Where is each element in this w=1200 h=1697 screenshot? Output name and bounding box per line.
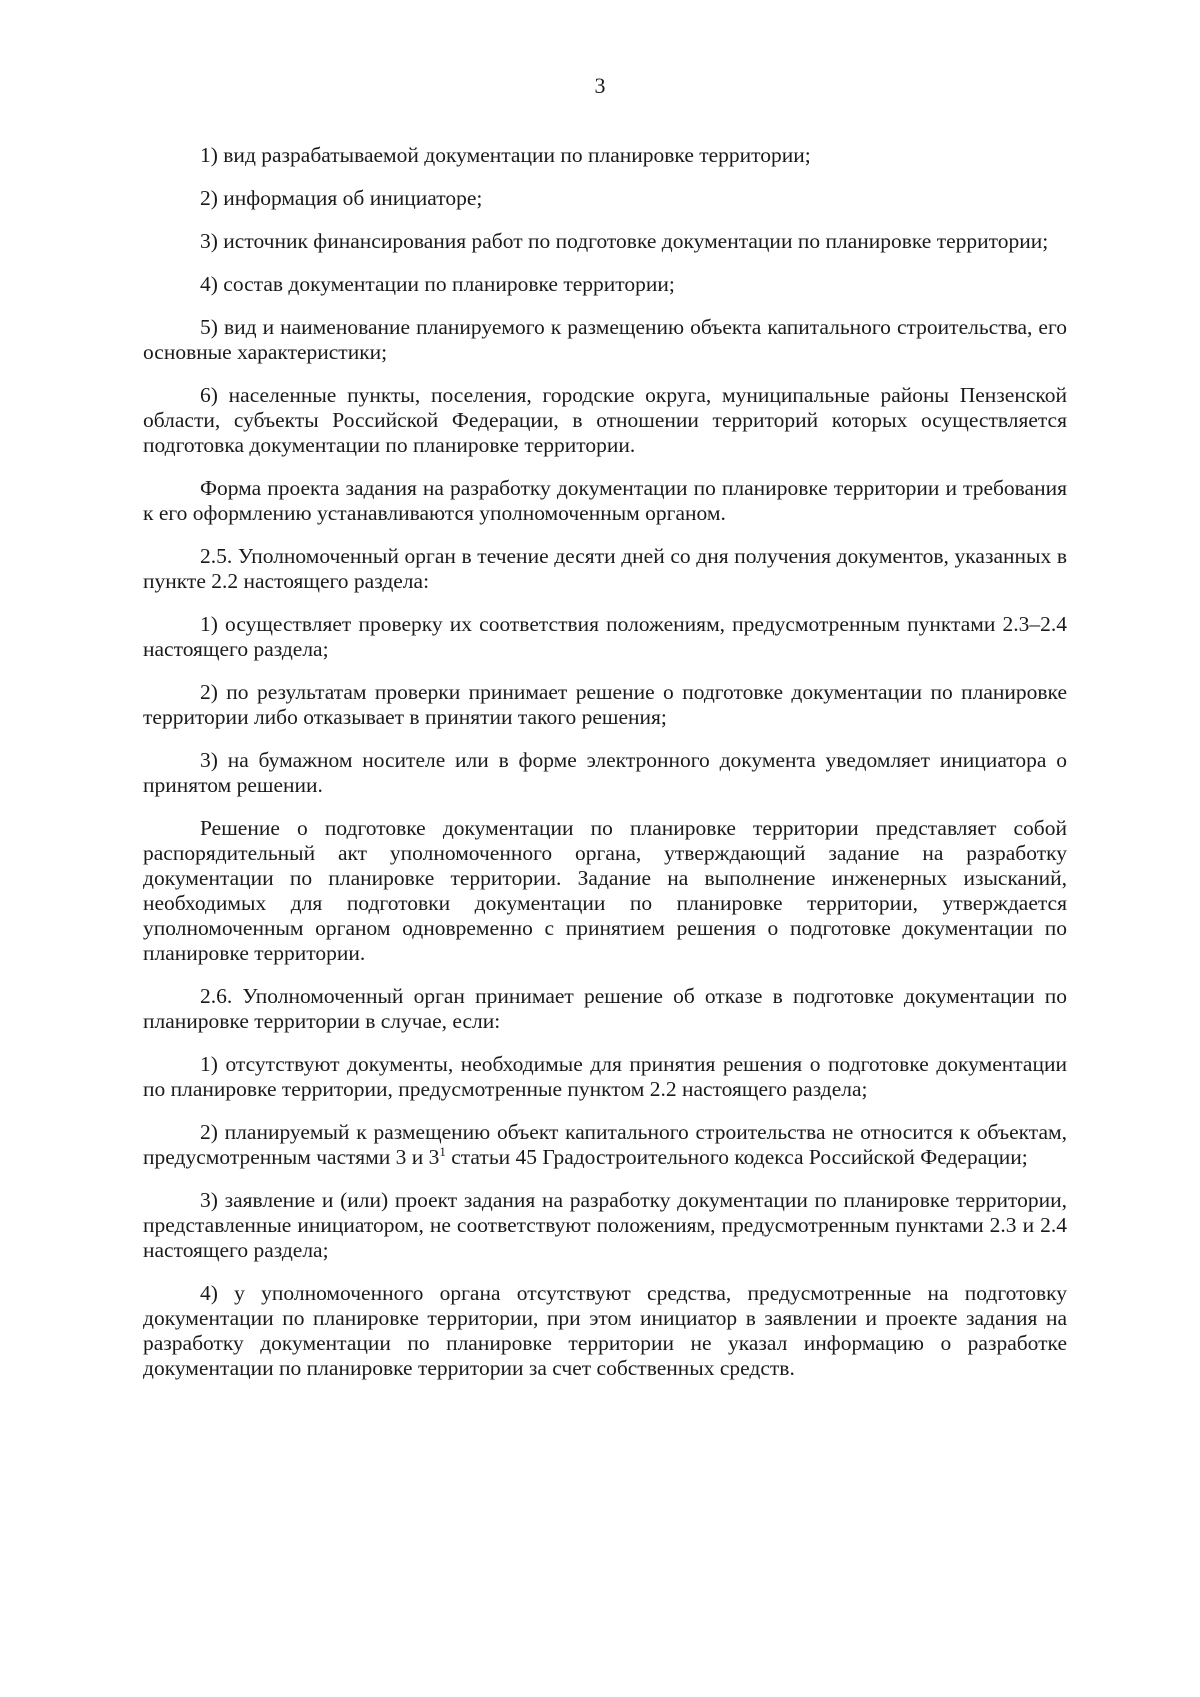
list-item: 4) состав документации по планировке территории; xyxy=(200,272,675,296)
list-item: 3) на бумажном носителе или в форме электронного документа уведомляет инициатора о принятом решении. xyxy=(143,748,1067,797)
document-body xyxy=(143,143,1067,1399)
list-item: 6) населенные пункты, поселения, городские округа, муниципальные районы Пензенской области, субъекты Российской Федерации, в отношении территорий которых осуществляется подготовка документации по планировке территории. xyxy=(143,383,1067,457)
paragraph: Решение о подготовке документации по планировке территории представляет собой распорядительный акт уполномоченного органа, утверждающий задание на разработку документации по планировке территории. Задание на выполнение инженерных изысканий, необходимых для подготовки документации по планировке территории, утверждается уполномоченным органом одновременно с принятием решения о подготовке документации по планировке территории. xyxy=(143,816,1067,965)
text-span: 2) планируемый к размещению объект капитального строительства не относится к объектам, предусмотренным частями 3 и 3 xyxy=(143,1120,1067,1169)
list-item: 5) вид и наименование планируемого к размещению объекта капитального строительства, его основные характеристики; xyxy=(143,315,1067,364)
section-clause-2-6: 2.6. Уполномоченный орган принимает решение об отказе в подготовке документации по планировке территории в случае, если: xyxy=(143,984,1067,1033)
section-clause-2-5: 2.5. Уполномоченный орган в течение десяти дней со дня получения документов, указанных в пункте 2.2 настоящего раздела: xyxy=(143,544,1067,593)
list-item: 2) по результатам проверки принимает решение о подготовке документации по планировке территории либо отказывает в принятии такого решения; xyxy=(143,680,1067,729)
list-item: 2) информация об инициаторе; xyxy=(200,186,483,210)
list-item: 1) осуществляет проверку их соответствия положениям, предусмотренным пунктами 2.3–2.4 настоящего раздела; xyxy=(143,612,1067,661)
list-item: 1) отсутствуют документы, необходимые для принятия решения о подготовке документации по планировке территории, предусмотренные пунктом 2.2 настоящего раздела; xyxy=(143,1052,1067,1101)
list-item: 4) у уполномоченного органа отсутствуют средства, предусмотренные на подготовку документации по планировке территории, при этом инициатор в заявлении и проекте задания на разработку документации по планировке территории не указал информацию о разработке документации по планировке территории за счет собственных средств. xyxy=(143,1281,1067,1380)
page-number: 3 xyxy=(594,73,606,98)
superscript: 1 xyxy=(439,1143,446,1159)
text-span: статьи 45 Градостроительного кодекса Российской Федерации; xyxy=(445,1145,1028,1169)
list-item-with-superscript xyxy=(143,1120,1067,1170)
paragraph: Форма проекта задания на разработку документации по планировке территории и требования к его оформлению устанавливаются уполномоченным органом. xyxy=(143,476,1067,525)
list-item: 3) заявление и (или) проект задания на разработку документации по планировке территории, представленные инициатором, не соответствуют положениям, предусмотренным пунктами 2.3 и 2.4 настоящего раздела; xyxy=(143,1188,1067,1262)
list-item: 1) вид разрабатываемой документации по планировке территории; xyxy=(200,143,811,167)
list-item: 3) источник финансирования работ по подготовке документации по планировке территории; xyxy=(200,229,1049,253)
